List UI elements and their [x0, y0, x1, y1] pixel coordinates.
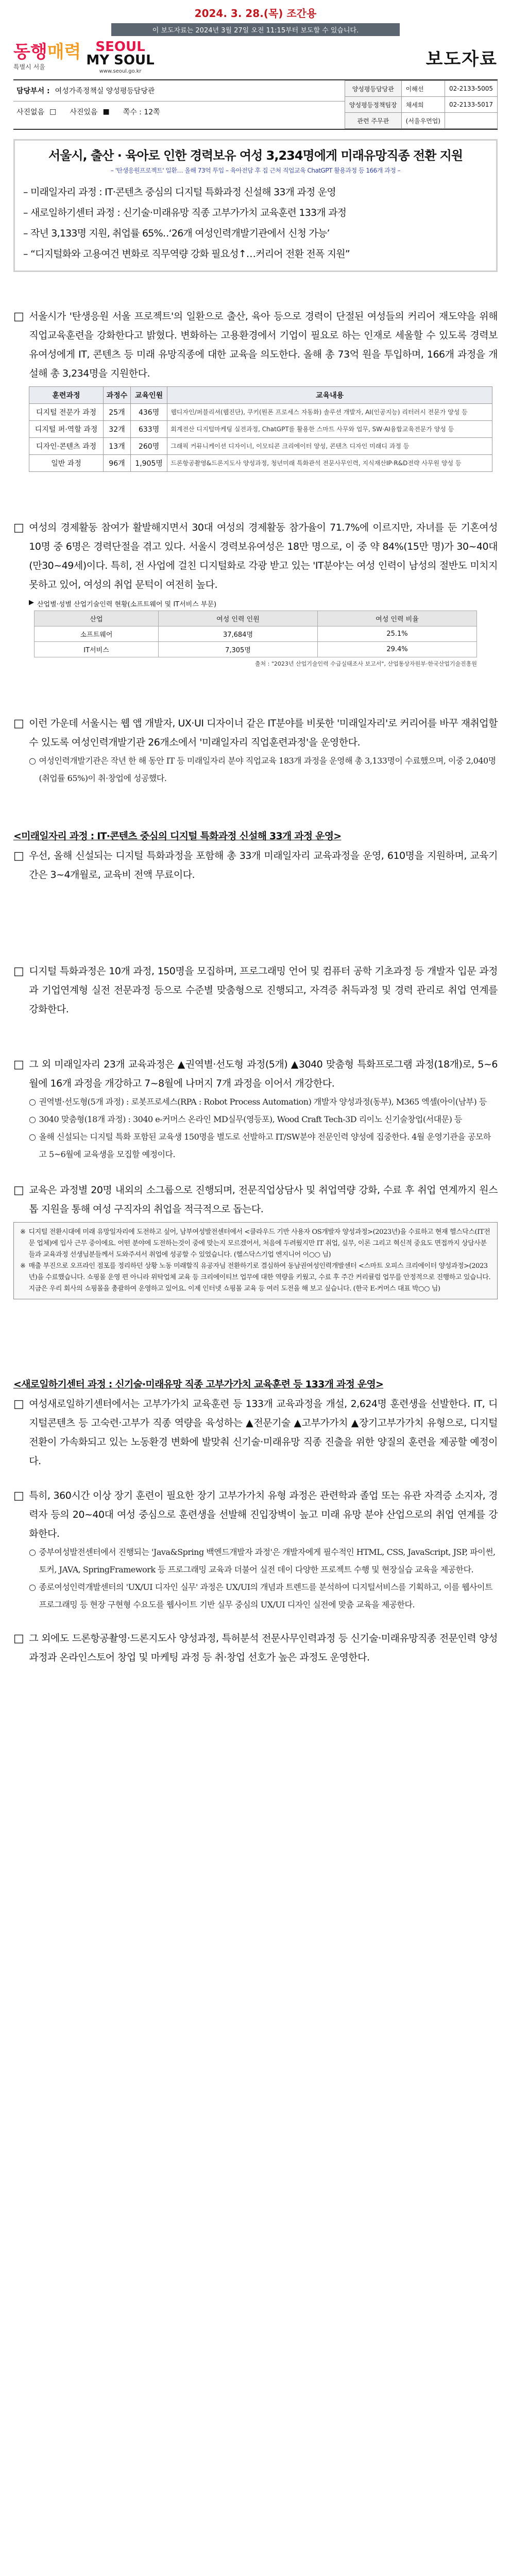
paragraph-other-courses: □ 그 외에도 드론항공촬영·드론지도사 양성과정, 특허분석 전문사무인력과정 등 신기술·미래유망직종 전문인력 양성과정과 온라인스토어 창업 및 마케팅 과정 등 취·창업 선호가 높은 과정도 운영한다. — [13, 1629, 498, 1667]
contact-info — [13, 79, 498, 130]
sub-paragraph: ○ 여성인력개발기관은 작년 한 해 동안 IT 등 미래일자리 분야 직업교육 183개 과정을 운영해 총 3,133명이 수료했으며, 이중 2,040명(취업률 65%)이 취·창업에 성공했다. — [29, 752, 498, 787]
photo-none-checkbox: □ — [49, 108, 57, 116]
paragraph-intro: □ 서울시가 '탄생응원 서울 프로젝트'의 일환으로 출산, 육아 등으로 경력이 단절된 여성들의 커리어 재도약을 위해 직업교육훈련을 강화한다고 밝혔다. 변화하는 고용환경에서 기업이 필요로 하는 인재로 세울할 수 있도록 경력보유여성에게 IT, 콘텐츠 등 미래 유망직종에 대한 교육을 의도한다. 올해 총 73억 원을 투입하며, 166개 과정을 개설해 총 3,234명을 지원한다. — [13, 307, 498, 383]
sub-paragraph-list: ○ 권역별·선도형(5개 과정) : 로봇프로세스(RPA : Robot Process Automation) 개발자 양성과정(동부), M365 엑셀(아이(남부) 등 ○ 3040 맞춤형(18개 과정) : 3040 e-커머스 온라인 MD실무(영등포), Wood Craft Tech-3D 리이노 신기술창업(서대문) 등 ○ 올해 신설되는 디지털 특화 포함된 교육생 150명을 별도로 선발하고 IT/SW분야 전문인력 양성에 집중한다. 4월 운영기관을 공모하고 5~6월에 교육생을 모집할 예정이다. — [29, 1093, 498, 1163]
square-bullet-icon: □ — [13, 1398, 24, 1411]
square-bullet-icon: □ — [13, 1184, 24, 1197]
contact-row: 양성평등정책팀장 채세희 02-2133-5017 — [345, 97, 497, 113]
table-row: 일반 과정 96개 1,905명 드론항공촬영&드론지도사 양성과정, 청년미래 특화관석 전문사무인력, 지식재산IP·R&D전략 사무원 양성 등 — [29, 455, 492, 472]
contact-row: 관련 주무관 (서울우먼업) — [345, 113, 497, 129]
masthead — [0, 36, 511, 76]
contact-table — [345, 80, 498, 129]
paragraph-background: □ 여성의 경제활동 참여가 활발해지면서 30대 여성의 경제활동 참가율이 71.7%에 이르지만, 자녀를 둔 기혼여성 10명 중 6명은 경력단절을 겪고 있다. 서울시 경력보유여성은 18만 명으로, 이 중 약 84%(15만 명)가 30~40대(만30~49세)이다. 특히, 전 사업에 걸친 디지털화로 각광 받고 있는 'IT분야'는 여성 인력이 남성의 절반도 미치지 못하고 있어, 여성의 취업 문턱이 여전히 높다. — [13, 518, 498, 595]
slogan-mark: 동행매력 — [13, 42, 81, 62]
department-line: 담당부서 : 여성가족정책실 양성평등담당관 — [13, 80, 345, 101]
photo-yes-checkbox: ■ — [103, 108, 110, 116]
contact-row: 양성평등담당관 이해선 02-2133-5005 — [345, 81, 497, 97]
section-title-new-job-center: <새로일하기센터 과정 : 신기술·미래유망 직종 고부가가치 교육훈련 등 133개 과정 운영> — [13, 1379, 384, 1391]
slogan-subtitle: 특별시 서울 — [13, 63, 45, 71]
circle-bullet-icon: ○ — [29, 1132, 36, 1142]
paragraph-digital-track: □ 디지털 특화과정은 10개 과정, 150명을 모집하며, 프로그래밍 언어 및 컴퓨터 공학 기초과정 등 개발자 입문 과정과 기업연계형 실전 전문과정 등으로 수준별 맞춤형으로 진행되고, 자격증 취득과정 및 경력 관리로 취업 연계를 강화한다. — [13, 962, 498, 1019]
table-source: 출처 : "2023년 산업기술인력 수급실태조사 보고서", 산업통상자원부·한국산업기술진흥원 — [254, 660, 477, 668]
industry-table: 산업 여성 인력 인원 여성 인력 비율 소프트웨어 37,684명 25.1% IT서비스 7,305명 29.4% — [34, 611, 477, 657]
square-bullet-icon: □ — [13, 310, 24, 324]
square-bullet-icon: □ — [13, 1058, 24, 1072]
section-title-future-jobs: <미래일자리 과정 : IT·콘텐츠 중심의 디지털 특화과정 신설해 33개 과정 운영> — [13, 831, 342, 842]
table-caption: ▶ 산업별·성별 산업기술인력 현황(소프트웨어 및 IT서비스 부문) — [29, 599, 217, 609]
table-row: 소프트웨어 37,684명 25.1% — [35, 626, 477, 642]
seoul-my-soul-logo: SEOUL MY SOUL www.seoul.go.kr — [86, 39, 155, 74]
square-bullet-icon: □ — [13, 521, 24, 535]
document-type: 보도자료 — [425, 48, 498, 70]
circle-bullet-icon: ○ — [29, 1097, 36, 1107]
paragraph-new-job-center: □ 여성새로일하기센터에서는 고부가가치 교육훈련 등 133개 교육과정을 개설, 2,624명 훈련생을 선발한다. IT, 디지털콘텐츠 등 고숙련·고부가 직종 역량을 육성하는 ▲전문기술 ▲고부가가치 ▲장기고부가가치 유형으로, 디지털 전환이 가속화되고 있는 노동환경 변화에 발맞춰 신기술·미래유망 직종 진출을 위한 양질의 훈련을 제공할 예정이다. — [13, 1395, 498, 1471]
paragraph-program-overview: □ 이런 가운데 서울시는 웹 앱 개발자, UX·UI 디자이너 같은 IT분야를 비롯한 '미래일자리'로 커리어를 바꾸 재취업할 수 있도록 여성인력개발기관 26개소에서 '미래일자리 직업훈련과정'을 운영한다. — [13, 714, 498, 752]
summary-bullet: – 미래일자리 과정 : IT·콘텐츠 중심의 디지털 특화과정 신설해 33개 과정 운영 — [23, 187, 336, 198]
photo-yes-label: 사진있음 — [70, 108, 98, 116]
table-row: IT서비스 7,305명 29.4% — [35, 642, 477, 657]
body — [13, 307, 498, 1667]
testimonial-box: ※ 디지털 전환시대에 미래 유망일자리에 도전하고 싶어, 남부여성발전센터에서 <클라우드 기반 사용자 OS개발자 양성과정>(2023년)을 수료하고 현재 헬스닥스(IT전문 업체)에 입사 근무 중이에요. 어떤 분야에 도전하는것이 중에 맞는지 모르겠어서, 처음에 두려웠지만 IT 취업, 실무, 이론 그리고 혁신적 중요도 면접까지 상담사분들과 교육과정 선생님분들께서 도와주셔서 취업에 성공할 수 있었습니다. (헬스닥스기업 엔지니어 이○○ 님) ※ 매출 부진으로 오프라인 점포를 정리하던 상황 노동 미래할직 유공자님 전환하기로 결심하여 동남권여성인력개발센터 <스마트 오피스 크리에이터 양성과정>(2023년)을 수료했습니다. 쇼핑몰 운영 편 아니라 위탁업체 교육 등 크리에이티브 업무에 대한 역량을 키웠고, 수료 후 주간 커리큘럼 업무를 안정적으로 진행하고 있습니다. 지금은 우리 회사의 쇼핑몰을 총괄하여 운영하고 있어요. 이제 인터넷 쇼핑몰 교육 등 여러 도전을 해 보고 싶습니다. (한국 E-커머스 대표 박○○ 님) — [13, 1222, 498, 1299]
photo-none-label: 사진없음 — [16, 108, 45, 116]
asterisk-icon: ※ — [20, 1228, 26, 1236]
subheadline: – '탄생응원프로젝트' 일환… 올해 73억 투입 – 육아전담 후 집 근처 직업교육 ChatGPT 활용과정 등 166개 과정 – — [110, 167, 401, 175]
seoul-url: www.seoul.go.kr — [99, 69, 142, 74]
asterisk-icon: ※ — [20, 1262, 26, 1270]
square-bullet-icon: □ — [13, 717, 24, 731]
circle-bullet-icon: ○ — [29, 1582, 36, 1592]
paragraph-other-tracks: □ 그 외 미래일자리 23개 교육과정은 ▲권역별·선도형 과정(5개) ▲3040 맞춤형 특화프로그램 과정(18개)로, 5~6월에 16개 과정을 개강하고 7~8월에 나머지 7개 과정을 이어서 개강한다. — [13, 1055, 498, 1093]
summary-bullet: – “디지털화와 고용여건 변화로 직무역량 강화 필요성↑…커리어 전환 전폭 지원” — [23, 248, 350, 260]
paragraph-long-term: □ 특히, 360시간 이상 장기 훈련이 필요한 장기 고부가가치 유형 과정은 관련학과 졸업 또는 유관 자격증 소지자, 경력자 등의 20~40대 여성 중심으로 훈련생을 선발해 진입장벽이 높고 미래 유망 분야 산업으로의 취업 연계를 강화한다. — [13, 1486, 498, 1544]
square-bullet-icon: □ — [13, 850, 24, 863]
headline: 서울시, 출산 · 육아로 인한 경력보유 여성 3,234명에게 미래유망직종 전환 지원 — [48, 148, 463, 163]
embargo-notice: 이 보도자료는 2024년 3월 27일 오전 11:15부터 보도할 수 있습니다. — [111, 23, 400, 36]
circle-bullet-icon: ○ — [29, 1547, 36, 1557]
summary-bullet: – 작년 3,133명 지원, 취업률 65%‥‘26개 여성인력개발기관에서 신청 가능’ — [23, 228, 330, 240]
paragraph-future-jobs: □ 우선, 올해 신설되는 디지털 특화과정을 포함해 총 33개 미래일자리 교육과정을 운영, 610명을 지원하며, 교육기간은 3~4개월로, 교육비 전액 무료이다. — [13, 846, 498, 885]
triangle-icon: ▶ — [29, 599, 34, 607]
department: 여성가족정책실 양성평등담당관 — [55, 87, 155, 95]
summary-bullet: – 새로일하기센터 과정 : 신기술·미래유망 직종 고부가가치 교육훈련 133개 과정 — [23, 207, 347, 219]
release-date: 2024. 3. 28.(목) 조간용 — [194, 7, 317, 20]
square-bullet-icon: □ — [13, 1489, 24, 1503]
program-table: 훈련과정 과정수 교육인원 교육내용 디지털 전문가 과정 25개 436명 웹디자인/퍼블리셔(웹진단), 쿠키(뭔폰 프로세스 자동화) 솔루션 개발자, AI(인공지능) 리터러시 전문가 양성 등 디지털 퍼·역할 과정 32개 633명 회계전산 디지털마케팅 실전과정, ChatGPT를 활용한 스마트 사무와 업무, SW·AI융합교육전문가 양성 등 디자인·콘텐츠 과정 13개 260명 그래픽 커뮤니케이션 디자이너, 이모티콘 크리에이터 양성, 콘텐츠 디자인 미래디 과정 등 일반 과정 96개 1,905명 드론항공촬영&드론지도사 양성과정, 청년미래 특화관석 전문사무인력, 지식재산IP·R&D전략 사무원 양성 등 — [29, 386, 492, 472]
paragraph-small-group: □ 교육은 과정별 20명 내외의 소그룹으로 진행되며, 전문직업상담사 및 취업역량 강화, 수료 후 취업 연계까지 원스톱 지원을 통해 여성 구직자의 취업을 적극적으로 돕는다. — [13, 1181, 498, 1219]
circle-bullet-icon: ○ — [29, 756, 36, 766]
table-row: 디자인·콘텐츠 과정 13개 260명 그래픽 커뮤니케이션 디자이너, 이모티콘 크리에이터 양성, 콘텐츠 디자인 미래디 과정 등 — [29, 438, 492, 455]
summary-bullets — [23, 182, 488, 264]
table-row: 디지털 퍼·역할 과정 32개 633명 회계전산 디지털마케팅 실전과정, ChatGPT를 활용한 스마트 사무와 업무, SW·AI융합교육전문가 양성 등 — [29, 421, 492, 438]
attachment-line — [13, 101, 345, 122]
headline-box — [13, 139, 498, 272]
page-count: 쪽수 : 12쪽 — [123, 108, 160, 116]
circle-bullet-icon: ○ — [29, 1114, 36, 1125]
table-row: 디지털 전문가 과정 25개 436명 웹디자인/퍼블리셔(웹진단), 쿠키(뭔폰 프로세스 자동화) 솔루션 개발자, AI(인공지능) 리터러시 전문가 양성 등 — [29, 404, 492, 421]
square-bullet-icon: □ — [13, 965, 24, 978]
sub-paragraph-list: ○ 중부여성발전센터에서 진행되는 'Java&Spring 백엔드개발자 과정'은 개발자에게 필수적인 HTML, CSS, JavaScript, JSP, 파이썬, 토커, JAVA, SpringFramework 등 프로그래밍 교육과 더불어 실전 데이 다양한 프로젝트 수행 및 현장실습 교육을 제공한다. ○ 종로여성인력개발센터의 'UX/UI 디자인 실무' 과정은 UX/UI의 개념과 트렌드를 분석하여 디지털서비스를 기획하고, 이를 웹사이트 프로그래밍 등 현장 구현형 수요도를 웹사이트 기반 실무 중심의 UX/UI 디자인 실전에 맞춤 교육을 제공한다. — [29, 1544, 498, 1614]
city-slogan-logo — [13, 40, 155, 74]
square-bullet-icon: □ — [13, 1632, 24, 1646]
